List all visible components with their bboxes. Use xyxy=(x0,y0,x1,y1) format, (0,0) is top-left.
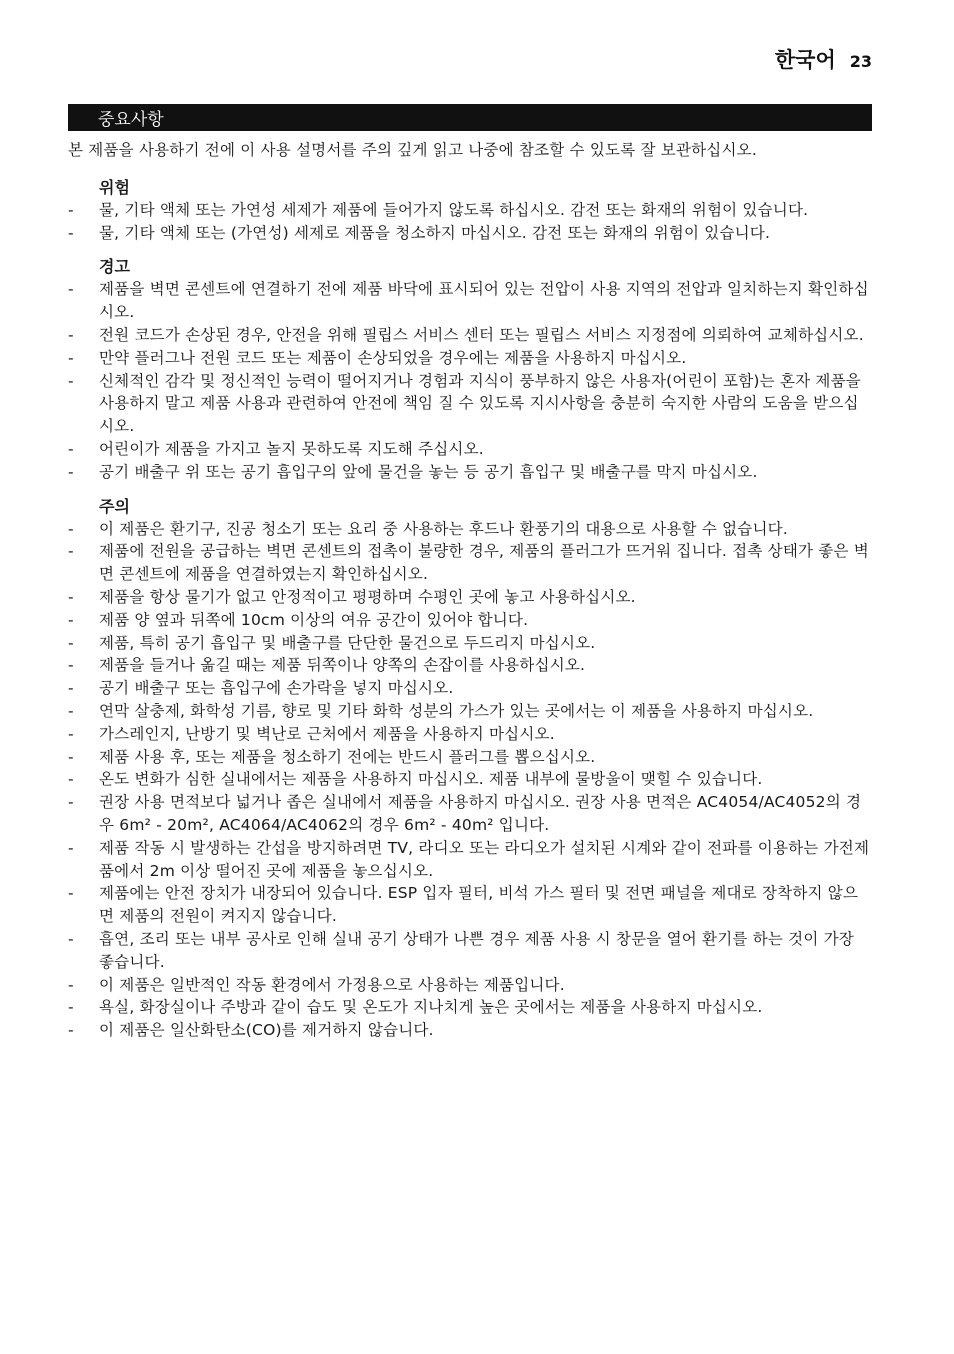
list-item xyxy=(68,540,872,586)
bullet-dash: - xyxy=(68,770,74,789)
list-item-text: 제품에는 안전 장치가 내장되어 있습니다. ESP 입자 필터, 비석 가스 필터 및 전면 패널을 제대로 장착하지 않으면 제품의 전원이 켜지지 않습니다. xyxy=(99,884,859,926)
list-item-text: 연막 살충제, 화학성 기름, 향로 및 기타 화학 성분의 가스가 있는 곳에서는 이 제품을 사용하지 마십시오. xyxy=(99,701,814,720)
list-item-text: 물, 기타 액체 또는 (가연성) 세제로 제품을 청소하지 마십시오. 감전 또는 화재의 위험이 있습니다. xyxy=(99,223,771,242)
list-item-text: 권장 사용 면적보다 넓거나 좁은 실내에서 제품을 사용하지 마십시오. 권장 사용 면적은 AC4054/AC4052의 경우 6m² - 20m², AC4064/AC4062의 경우 6m² - 40m² 입니다. xyxy=(99,793,862,834)
bullet-dash: - xyxy=(68,325,74,344)
list-item xyxy=(68,324,872,347)
list-item xyxy=(68,222,872,245)
bullet-dash: - xyxy=(68,439,74,458)
list-item-text: 신체적인 감각 및 정신적인 능력이 떨어지거나 경험과 지식이 풍부하지 않은 사용자(어린이 포함)는 혼자 제품을 사용하지 말고 제품 사용과 관련하여 안전에 책임 질 수 있도록 지시사항을 충분히 숙지한 사람의 도움을 받으십시오. xyxy=(99,371,861,436)
list-item xyxy=(68,278,872,324)
caution-list xyxy=(68,518,872,1042)
list-item xyxy=(68,791,872,837)
list-item xyxy=(68,199,872,222)
list-item xyxy=(68,882,872,928)
list-item-text: 물, 기타 액체 또는 가연성 세제가 제품에 들어가지 않도록 하십시오. 감전 또는 화재의 위험이 있습니다. xyxy=(99,200,809,219)
bullet-dash: - xyxy=(68,280,74,299)
list-item xyxy=(68,609,872,632)
document-body xyxy=(68,139,872,1053)
bullet-dash: - xyxy=(68,929,74,948)
bullet-dash: - xyxy=(68,587,74,606)
list-item-text: 만약 플러그나 전원 코드 또는 제품이 손상되었을 경우에는 제품을 사용하지 마십시오. xyxy=(99,348,687,367)
warning-list xyxy=(68,278,872,483)
caution-heading: 주의 xyxy=(99,496,130,516)
bullet-dash: - xyxy=(68,701,74,720)
bullet-dash: - xyxy=(68,656,74,675)
page-number: 23 xyxy=(849,52,872,71)
list-item xyxy=(68,1019,872,1042)
list-item xyxy=(68,996,872,1019)
bullet-dash: - xyxy=(68,747,74,766)
list-item-text: 이 제품은 환기구, 진공 청소기 또는 요리 중 사용하는 후드나 환풍기의 대용으로 사용할 수 없습니다. xyxy=(99,519,788,538)
intro-paragraph: 본 제품을 사용하기 전에 이 사용 설명서를 주의 깊게 읽고 나중에 참조할 수 있도록 잘 보관하십시오. xyxy=(68,141,757,159)
list-item-text: 공기 배출구 또는 흡입구에 손가락을 넣지 마십시오. xyxy=(99,679,454,698)
bullet-dash: - xyxy=(68,793,74,812)
bullet-dash: - xyxy=(68,200,74,219)
danger-group xyxy=(68,176,872,245)
bullet-dash: - xyxy=(68,519,74,538)
list-item xyxy=(68,768,872,791)
bullet-dash: - xyxy=(68,998,74,1017)
list-item-text: 제품 작동 시 발생하는 간섭을 방지하려면 TV, 라디오 또는 라디오가 설치된 시계와 같이 전파를 이용하는 가전제품에서 2m 이상 떨어진 곳에 제품을 놓으십시오. xyxy=(99,838,870,880)
language-label: 한국어 xyxy=(774,48,836,72)
list-item-text: 제품 양 옆과 뒤쪽에 10cm 이상의 여유 공간이 있어야 합니다. xyxy=(99,610,529,629)
list-item-text: 전원 코드가 손상된 경우, 안전을 위해 필립스 서비스 센터 또는 필립스 서비스 지정점에 의뢰하여 교체하십시오. xyxy=(99,325,864,344)
section-title-bar xyxy=(68,104,872,131)
list-item-text: 제품을 항상 물기가 없고 안정적이고 평평하며 수평인 곳에 놓고 사용하십시오. xyxy=(99,587,636,606)
bullet-dash: - xyxy=(68,838,74,857)
list-item-text: 흡연, 조리 또는 내부 공사로 인해 실내 공기 상태가 나쁜 경우 제품 사용 시 창문을 열어 환기를 하는 것이 가장 좋습니다. xyxy=(99,929,854,971)
section-title: 중요사항 xyxy=(98,110,164,130)
list-item xyxy=(68,928,872,974)
bullet-dash: - xyxy=(68,371,74,390)
list-item-text: 가스레인지, 난방기 및 벽난로 근처에서 제품을 사용하지 마십시오. xyxy=(99,724,555,743)
list-item xyxy=(68,461,872,484)
danger-list xyxy=(68,199,872,245)
list-item-text: 제품, 특히 공기 흡입구 및 배출구를 단단한 물건으로 두드리지 마십시오. xyxy=(99,633,596,652)
list-item xyxy=(68,974,872,997)
list-item xyxy=(68,700,872,723)
bullet-dash: - xyxy=(68,884,74,903)
bullet-dash: - xyxy=(68,633,74,652)
list-item-text: 제품을 벽면 콘센트에 연결하기 전에 제품 바닥에 표시되어 있는 전압이 사용 지역의 전압과 일치하는지 확인하십시오. xyxy=(99,280,869,322)
page-header xyxy=(775,44,872,74)
list-item xyxy=(68,654,872,677)
list-item xyxy=(68,632,872,655)
warning-heading: 경고 xyxy=(99,257,130,277)
bullet-dash: - xyxy=(68,724,74,743)
list-item xyxy=(68,586,872,609)
list-item xyxy=(68,347,872,370)
list-item xyxy=(68,518,872,541)
bullet-dash: - xyxy=(68,610,74,629)
list-item xyxy=(68,837,872,883)
list-item xyxy=(68,370,872,438)
caution-group xyxy=(68,495,872,1042)
bullet-dash: - xyxy=(68,462,74,481)
list-item xyxy=(68,723,872,746)
danger-heading: 위험 xyxy=(99,177,130,197)
list-item-text: 제품 사용 후, 또는 제품을 청소하기 전에는 반드시 플러그를 뽑으십시오. xyxy=(99,747,596,766)
bullet-dash: - xyxy=(68,975,74,994)
list-item-text: 공기 배출구 위 또는 공기 흡입구의 앞에 물건을 놓는 등 공기 흡입구 및 배출구를 막지 마십시오. xyxy=(99,462,758,481)
list-item-text: 이 제품은 일산화탄소(CO)를 제거하지 않습니다. xyxy=(99,1021,434,1040)
list-item xyxy=(68,438,872,461)
bullet-dash: - xyxy=(68,542,74,561)
bullet-dash: - xyxy=(68,348,74,367)
list-item-text: 욕실, 화장실이나 주방과 같이 습도 및 온도가 지나치게 높은 곳에서는 제품을 사용하지 마십시오. xyxy=(99,998,763,1017)
list-item-text: 이 제품은 일반적인 작동 환경에서 가정용으로 사용하는 제품입니다. xyxy=(99,975,565,994)
list-item-text: 제품을 들거나 옮길 때는 제품 뒤쪽이나 양쪽의 손잡이를 사용하십시오. xyxy=(99,656,586,675)
bullet-dash: - xyxy=(68,223,74,242)
list-item xyxy=(68,677,872,700)
bullet-dash: - xyxy=(68,1021,74,1040)
list-item-text: 온도 변화가 심한 실내에서는 제품을 사용하지 마십시오. 제품 내부에 물방울이 맺힐 수 있습니다. xyxy=(99,770,763,789)
bullet-dash: - xyxy=(68,679,74,698)
list-item-text: 제품에 전원을 공급하는 벽면 콘센트의 접촉이 불량한 경우, 제품의 플러그가 뜨거워 집니다. 접촉 상태가 좋은 벽면 콘센트에 제품을 연결하였는지 확인하십시오. xyxy=(99,542,869,584)
list-item xyxy=(68,746,872,769)
warning-group xyxy=(68,255,872,483)
list-item-text: 어린이가 제품을 가지고 놀지 못하도록 지도해 주십시오. xyxy=(99,439,484,458)
